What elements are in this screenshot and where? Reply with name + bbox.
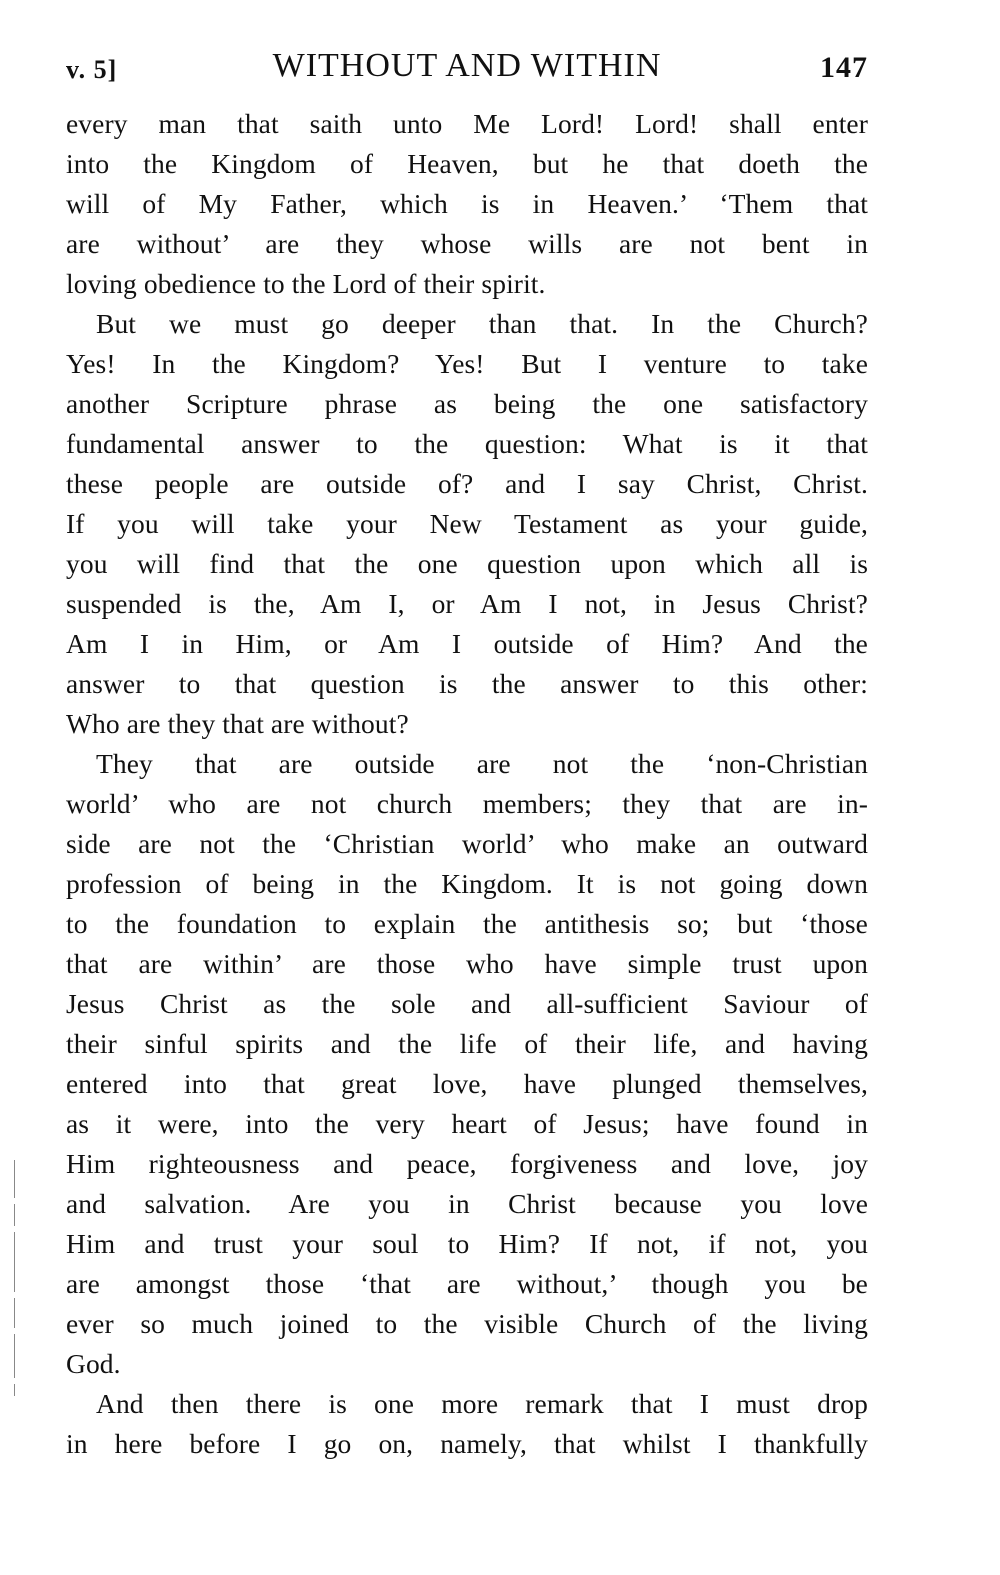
- text-line: and salvation. Are you in Christ because you love: [66, 1188, 868, 1219]
- text-line: will of My Father, which is in Heaven.’ ‘Them that: [66, 188, 868, 219]
- text-line: If you will take your New Testament as your guide,: [66, 508, 868, 539]
- text-line: Him righteousness and peace, forgiveness and love, joy: [66, 1148, 868, 1179]
- text-line: Jesus Christ as the sole and all-sufficient Saviour of: [66, 988, 868, 1019]
- page-number: 147: [820, 51, 868, 84]
- text-line: into the Kingdom of Heaven, but he that doeth the: [66, 148, 868, 179]
- text-line: answer to that question is the answer to this other:: [66, 668, 868, 699]
- page-title: WITHOUT AND WITHIN: [272, 47, 662, 84]
- text-line: Who are they that are without?: [66, 708, 409, 739]
- text-line: in here before I go on, namely, that whilst I thankfully: [66, 1428, 868, 1459]
- text-line: you will find that the one question upon which all is: [66, 548, 868, 579]
- text-line: world’ who are not church members; they that are in-: [66, 788, 868, 819]
- text-line: their sinful spirits and the life of their life, and having: [66, 1028, 868, 1059]
- text-line: Am I in Him, or Am I outside of Him? And the: [66, 628, 868, 659]
- text-line: loving obedience to the Lord of their spirit.: [66, 268, 546, 299]
- running-head: [66, 40, 868, 100]
- text-line: God.: [66, 1348, 121, 1379]
- verse-reference: v. 5]: [66, 55, 118, 84]
- text-line: entered into that great love, have plunged themselves,: [66, 1068, 868, 1099]
- text-line: They that are outside are not the ‘non-Christian: [96, 748, 868, 779]
- body-text: [66, 104, 868, 1464]
- text-line: are without’ are they whose wills are not bent in: [66, 228, 868, 259]
- book-page: [66, 40, 868, 1464]
- text-line: ever so much joined to the visible Church of the living: [66, 1308, 868, 1339]
- text-line: another Scripture phrase as being the one satisfactory: [66, 388, 868, 419]
- text-line: Him and trust your soul to Him? If not, if not, you: [66, 1228, 868, 1259]
- text-line: Yes! In the Kingdom? Yes! But I venture to take: [66, 348, 868, 379]
- margin-marks: [14, 1160, 18, 1420]
- text-line: profession of being in the Kingdom. It is not going down: [66, 868, 868, 899]
- text-line: fundamental answer to the question: What is it that: [66, 428, 868, 459]
- text-line: are amongst those ‘that are without,’ though you be: [66, 1268, 868, 1299]
- text-line: as it were, into the very heart of Jesus; have found in: [66, 1108, 868, 1139]
- text-line: suspended is the, Am I, or Am I not, in Jesus Christ?: [66, 588, 868, 619]
- text-line: that are within’ are those who have simple trust upon: [66, 948, 868, 979]
- text-line: these people are outside of? and I say Christ, Christ.: [66, 468, 868, 499]
- text-line: And then there is one more remark that I must drop: [96, 1388, 868, 1419]
- text-line: every man that saith unto Me Lord! Lord! shall enter: [66, 108, 868, 139]
- text-line: But we must go deeper than that. In the Church?: [96, 308, 868, 339]
- text-line: side are not the ‘Christian world’ who make an outward: [66, 828, 868, 859]
- text-line: to the foundation to explain the antithesis so; but ‘those: [66, 908, 868, 939]
